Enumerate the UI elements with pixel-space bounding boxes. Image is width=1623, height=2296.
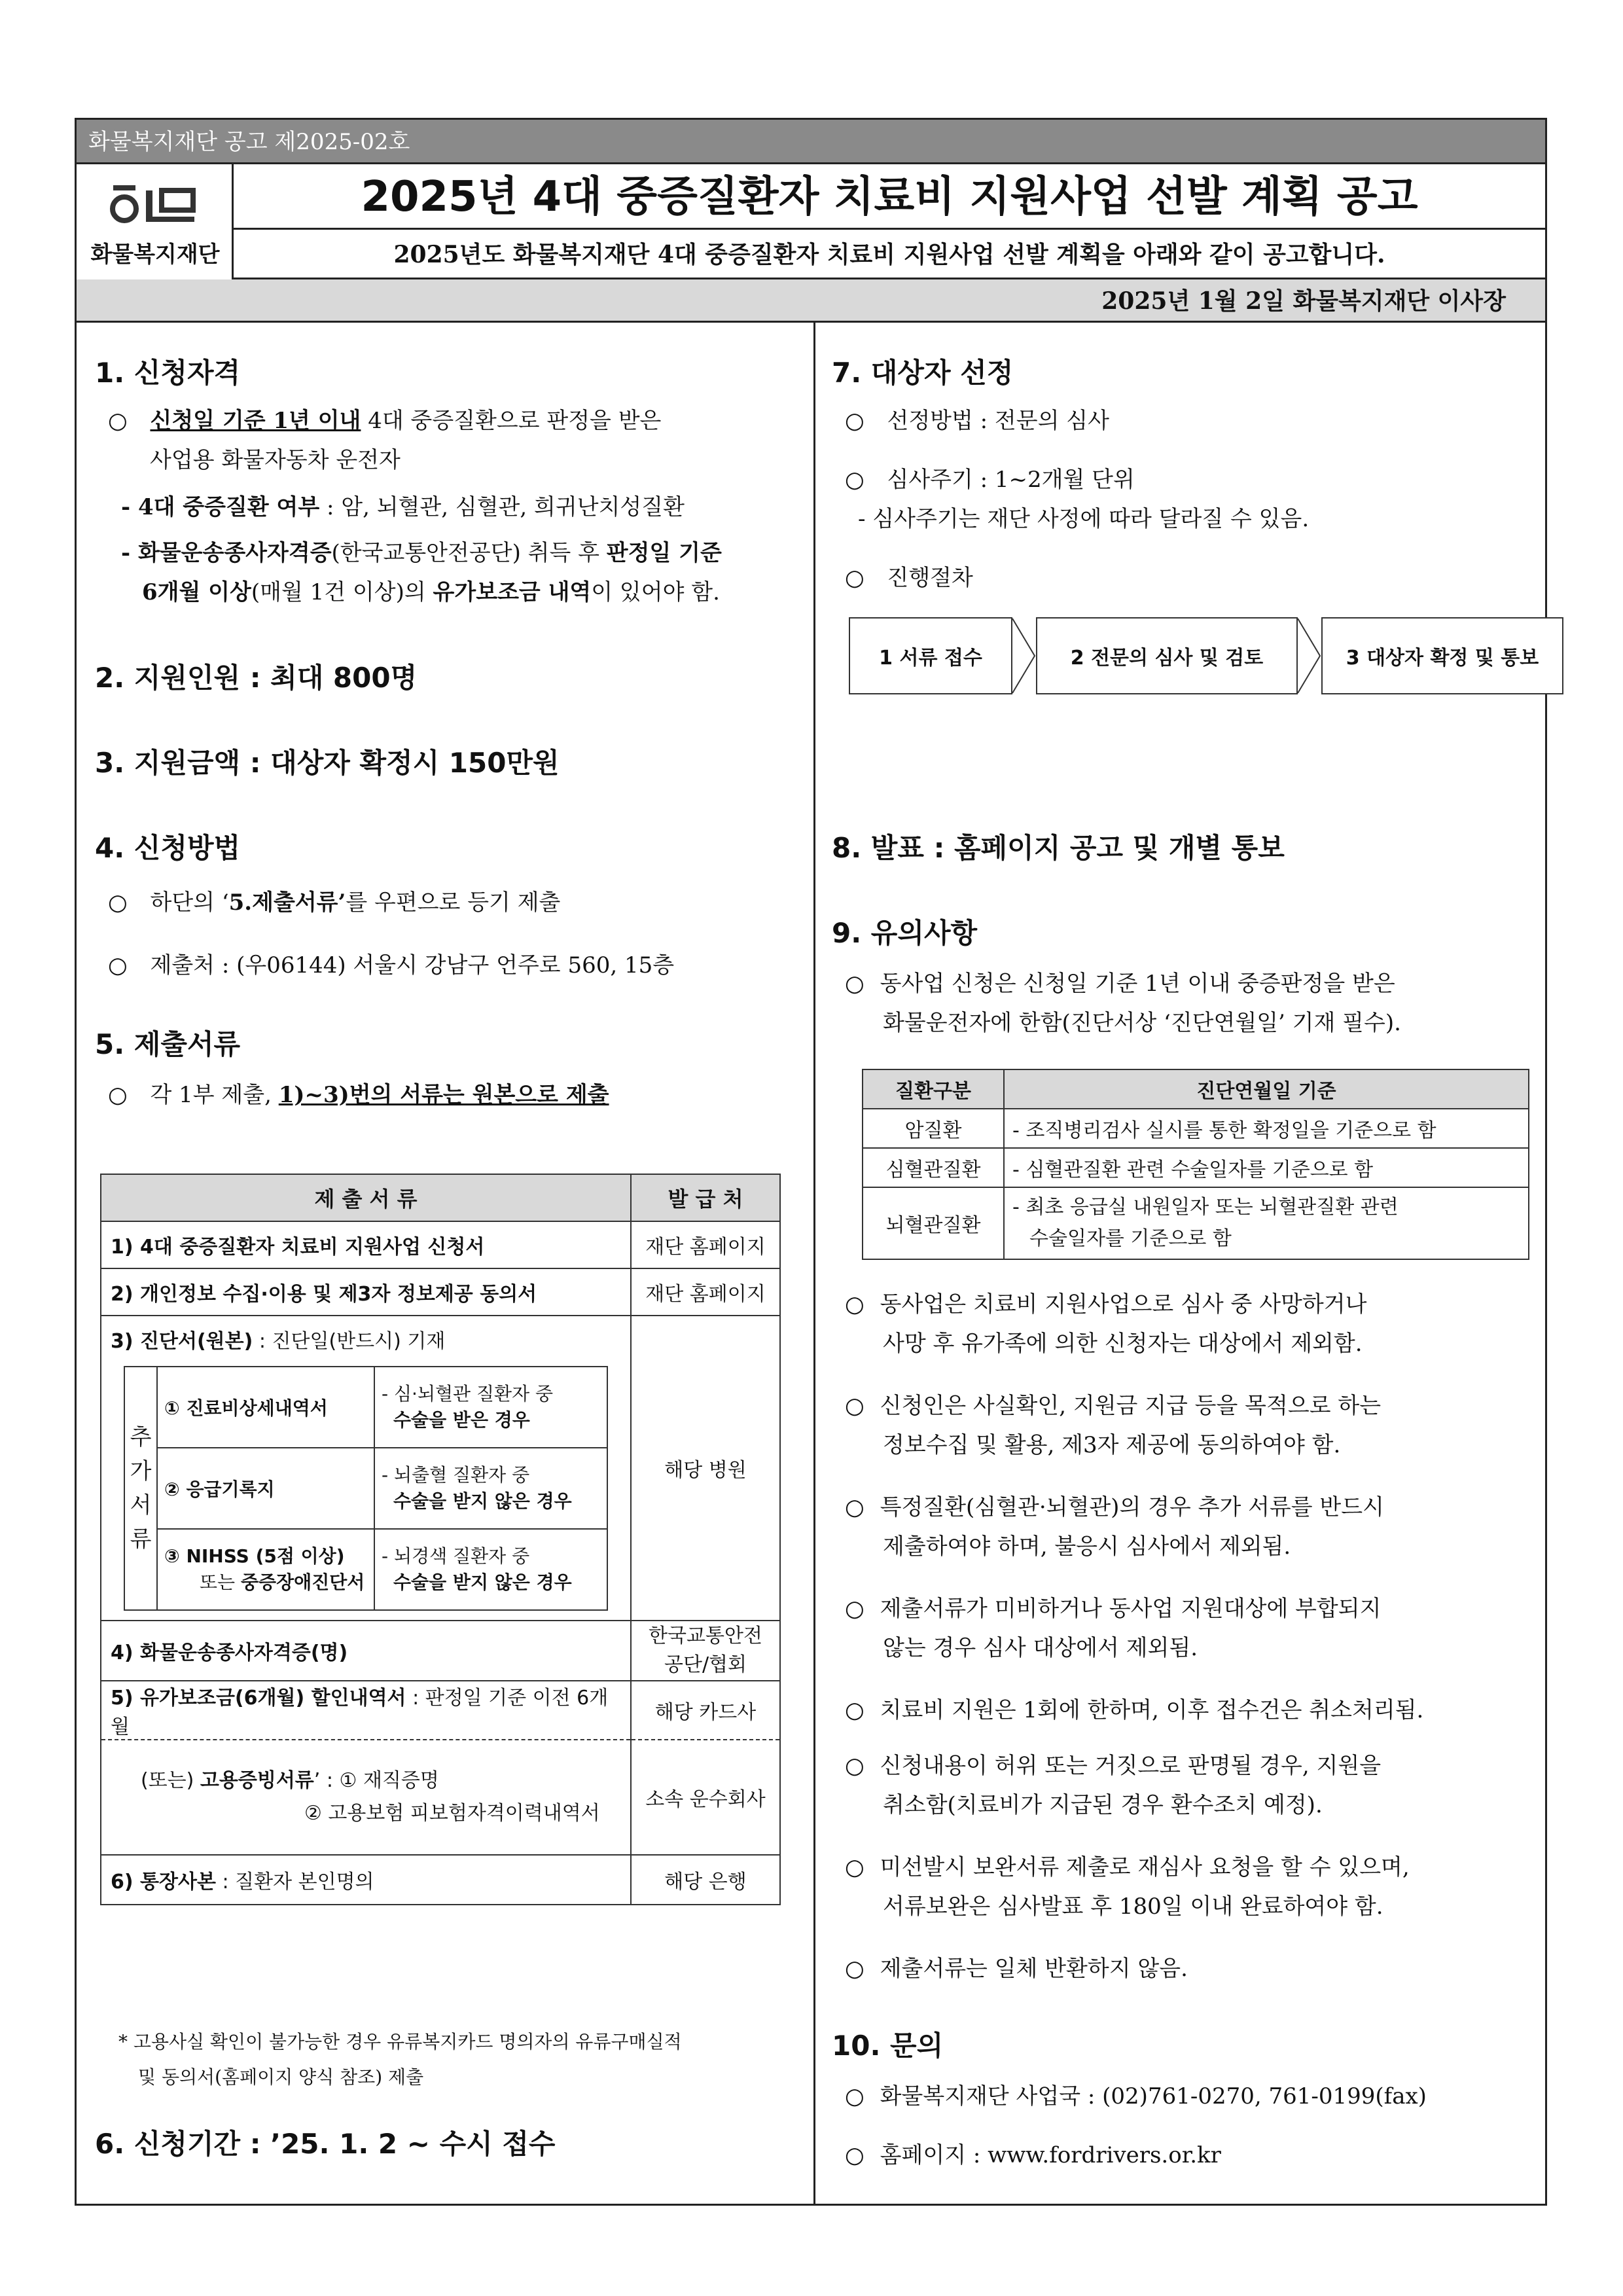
extra-documents-label: 추 가 서 류 [124,1367,157,1610]
col-header-disease: 질환구분 [863,1069,1004,1109]
bullet-icon: ○ [845,1854,865,1880]
bullet-icon: ○ [845,2142,865,2168]
page-title: 2025년 4대 중증질환자 치료비 지원사업 선발 계획 공고 [234,164,1545,230]
s5-bullet-1: ○ 각 1부 제출, 1)~3)번의 서류는 원본으로 제출 [108,1082,609,1108]
table-row: 6) 통장사본 : 질환자 본인명의 해당 은행 [101,1855,780,1905]
table-row: 암질환 - 조직병리검사 실시를 통한 확정일을 기준으로 함 [863,1109,1529,1148]
s1-detail-1: - 4대 중증질환 여부 : 암, 뇌혈관, 심혈관, 희귀난치성질환 [121,494,685,520]
s4-bullet-1: ○ 하단의 ‘5.제출서류’를 우편으로 등기 제출 [108,889,561,916]
s9-bullet-7: ○ 신청내용이 허위 또는 거짓으로 판명될 경우, 지원을 취소함(치료비가 지급된 경우 환수조치 예정). [845,1753,1382,1818]
section-8-heading: 8. 발표 : 홈페이지 공고 및 개별 통보 [832,832,1285,864]
foundation-logo-icon [108,181,200,227]
diagnosis-date-table [862,1069,1529,1260]
bullet-icon: ○ [108,889,128,916]
bullet-icon: ○ [845,1753,865,1779]
submission-documents-table [100,1174,781,1905]
table-row: (또는) 고용증빙서류’ : ① 재직증명 ② 고용보험 피보험자격이력내역서 소속 운수회사 [101,1740,780,1855]
table-row: 심혈관질환 - 심혈관질환 관련 수술일자를 기준으로 함 [863,1148,1529,1187]
column-divider [813,323,815,2204]
section-4-heading: 4. 신청방법 [95,832,241,864]
arrow-right-icon [1296,617,1323,694]
notice-frame [75,118,1547,2206]
section-3-heading: 3. 지원금액 : 대상자 확정시 150만원 [95,747,560,779]
section-5-heading: 5. 제출서류 [95,1028,241,1060]
s7-bullet-1: ○ 선정방법 : 전문의 심사 [845,408,1109,434]
table-row: 1) 4대 중증질환자 치료비 지원사업 신청서 재단 홈페이지 [101,1221,780,1268]
table-row: 3) 진단서(원본) : 진단일(반드시) 기재 추 가 서 류 ① 진료비상세내역서 - 심·뇌혈관 질환자 중 수술을 받은 경우 ② 응급기록지 - 뇌출혈 질환자 중 수술을 받지 않은 경우 ③ NIHSS (5점 이상) 또는 중증장애진단서 - 뇌경색 질환자 중 수술을 받지 않은 경우 해당 병원 [101,1316,780,1621]
process-step-2: 2 전문의 심사 및 검토 [1036,617,1298,694]
arrow-right-icon [1011,617,1037,694]
s7-detail-1: - 심사주기는 재단 사정에 따라 달라질 수 있음. [858,506,1310,532]
s10-bullet-1: ○ 화물복지재단 사업국 : (02)761-0270, 761-0199(fax) [845,2083,1427,2109]
bullet-icon: ○ [845,1956,865,1982]
page-subtitle: 2025년도 화물복지재단 4대 중증질환자 치료비 지원사업 선발 계획을 아래와 같이 공고합니다. [234,230,1545,279]
homepage-link[interactable]: 홈페이지 : www.fordrivers.or.kr [880,2142,1221,2168]
bullet-icon: ○ [108,952,128,978]
notice-number: 화물복지재단 공고 제2025-02호 [77,120,1545,164]
s9-bullet-9: ○ 제출서류는 일체 반환하지 않음. [845,1956,1188,1982]
announcement-date: 2025년 1월 2일 화물복지재단 이사장 [77,279,1545,323]
bullet-icon: ○ [845,467,865,493]
s7-bullet-2: ○ 심사주기 : 1~2개월 단위 [845,467,1135,493]
col-header-document: 제 출 서 류 [101,1174,631,1221]
logo-box [77,164,234,279]
bullet-icon: ○ [845,565,865,591]
section-2-heading: 2. 지원인원 : 최대 800명 [95,662,418,694]
bullet-icon: ○ [845,1494,865,1520]
s9-bullet-1: ○ 동사업 신청은 신청일 기준 1년 이내 중증판정을 받은 화물운전자에 한함(진단서상 ‘진단연월일’ 기재 필수). [845,971,1401,1036]
section-9-heading: 9. 유의사항 [832,917,978,949]
table-header-row [101,1174,780,1221]
s9-bullet-6: ○ 치료비 지원은 1회에 한하며, 이후 접수건은 취소처리됨. [845,1697,1424,1723]
table-row: 5) 유가보조금(6개월) 할인내역서 : 판정일 기준 이전 6개월 해당 카드사 [101,1681,780,1740]
s1-bullet-1-line2: 사업용 화물자동차 운전자 [150,447,401,473]
table-row: 2) 개인정보 수집·이용 및 제3자 정보제공 동의서 재단 홈페이지 [101,1268,780,1316]
section-10-heading: 10. 문의 [832,2030,944,2062]
s9-bullet-4: ○ 특정질환(심혈관·뇌혈관)의 경우 추가 서류를 반드시 제출하여야 하며, 불응시 심사에서 제외됨. [845,1494,1384,1560]
col-header-issuer: 발 급 처 [631,1174,780,1221]
bullet-icon: ○ [845,1393,865,1419]
bullet-icon: ○ [845,408,865,434]
process-step-3: 3 대상자 확정 및 통보 [1321,617,1563,694]
s4-bullet-2: ○ 제출처 : (우06144) 서울시 강남구 언주로 560, 15층 [108,952,675,978]
s7-bullet-3: ○ 진행절차 [845,565,973,591]
section-1-heading: 1. 신청자격 [95,357,241,389]
s1-bullet-1: ○ 신청일 기준 1년 이내 4대 중증질환으로 판정을 받은 [108,408,662,434]
section-6-heading: 6. 신청기간 : ’25. 1. 2 ~ 수시 접수 [95,2128,556,2160]
section-7-heading: 7. 대상자 선정 [832,357,1014,389]
bullet-icon: ○ [845,1291,865,1318]
col-header-criteria: 진단연월일 기준 [1004,1069,1529,1109]
s9-bullet-8: ○ 미선발시 보완서류 제출로 재심사 요청을 할 수 있으며, 서류보완은 심사발표 후 180일 이내 완료하여야 함. [845,1854,1410,1920]
s10-bullet-2 [845,2136,1221,2175]
bullet-icon: ○ [845,1697,865,1723]
s9-bullet-2: ○ 동사업은 치료비 지원사업으로 심사 중 사망하거나 사망 후 유가족에 의한 신청자는 대상에서 제외함. [845,1291,1367,1357]
s9-bullet-5: ○ 제출서류가 미비하거나 동사업 지원대상에 부합되지 않는 경우 심사 대상에서 제외됨. [845,1596,1382,1661]
process-step-1: 1 서류 접수 [849,617,1012,694]
bullet-icon: ○ [845,971,865,997]
bullet-icon: ○ [108,408,128,434]
extra-documents-table: 추 가 서 류 ① 진료비상세내역서 - 심·뇌혈관 질환자 중 수술을 받은 경우 ② 응급기록지 - 뇌출혈 질환자 중 수술을 받지 않은 경우 ③ NIHSS (5점 이상) 또는 중증장애진단서 - 뇌경색 질환자 중 수술을 받지 않은 경우 [124,1366,608,1611]
s9-bullet-3: ○ 신청인은 사실확인, 지원금 지급 등을 목적으로 하는 정보수집 및 활용, 제3자 제공에 동의하여야 함. [845,1393,1382,1458]
bullet-icon: ○ [845,1596,865,1622]
logo-text: 화물복지재단 [90,242,220,268]
table-row: 4) 화물운송종사자격증(명) 한국교통안전 공단/협회 [101,1621,780,1681]
s5-footnote: * 고용사실 확인이 불가능한 경우 유류복지카드 명의자의 유류구매실적 및 동의서(홈페이지 양식 참조) 제출 [118,2031,682,2088]
bullet-icon: ○ [845,2083,865,2109]
bullet-icon: ○ [108,1082,128,1108]
s1-detail-2-line2: 6개월 이상(매월 1건 이상)의 유가보조금 내역이 있어야 함. [142,579,720,605]
s1-detail-2: - 화물운송종사자격증(한국교통안전공단) 취득 후 판정일 기준 [121,540,722,566]
table-row: 뇌혈관질환 - 최초 응급실 내원일자 또는 뇌혈관질환 관련 수술일자를 기준으로 함 [863,1187,1529,1259]
